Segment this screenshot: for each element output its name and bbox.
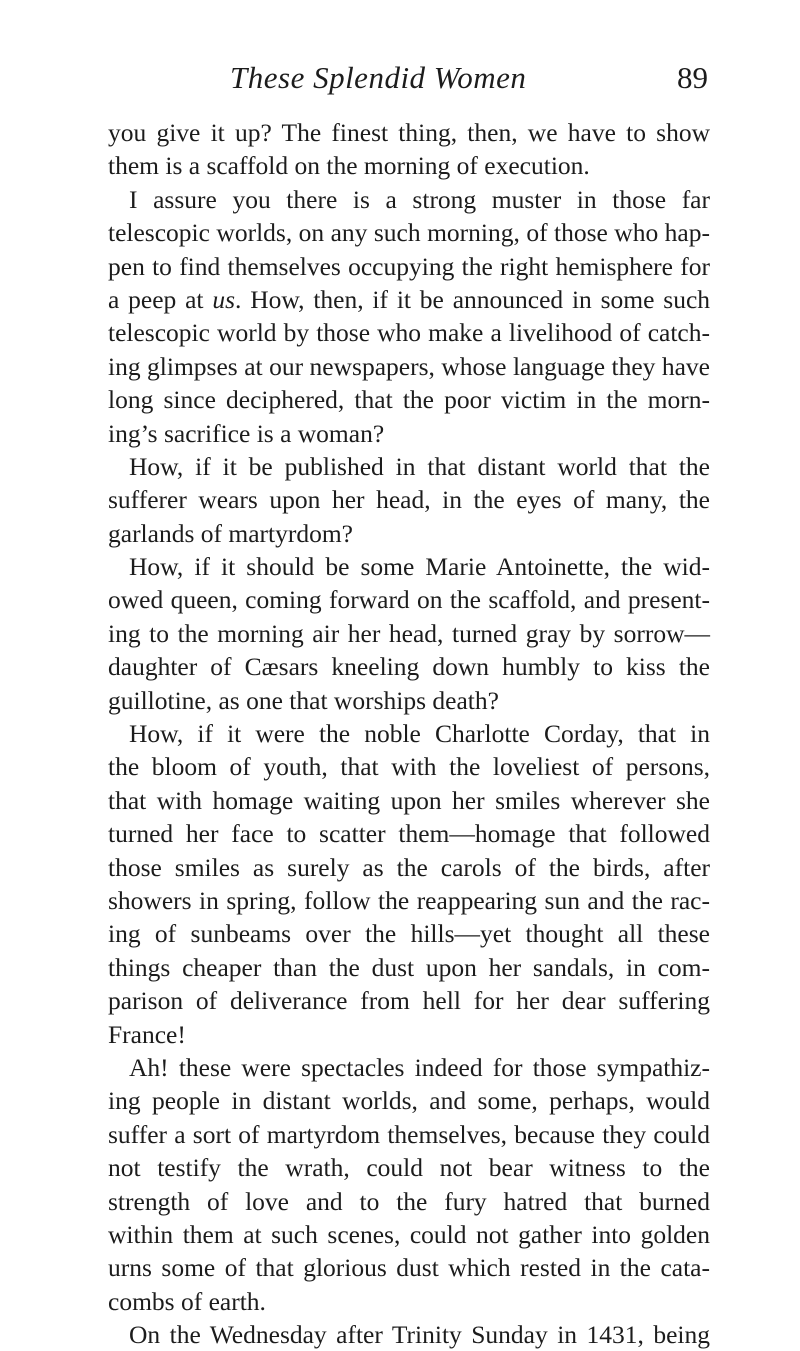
text-line: you give it up? The finest thing, then, we have to show [108,118,710,147]
text-line: those smiles as surely as the carols of the birds, after [108,852,710,882]
text-line: sufferer wears upon her head, in the eyes of many, the [108,485,710,515]
text-line: them is a scaffold on the morning of execution. [108,151,590,181]
text-line: owed queen, coming forward on the scaffold, and present- [108,585,710,615]
text-line: Ah! these were spectacles indeed for those sympathiz- [129,1052,710,1082]
text-line: ing to the morning air her head, turned gray by sorrow— [108,618,710,648]
text-line: combs of earth. [108,1286,266,1316]
text-line: guillotine, as one that worships death? [108,685,499,715]
body-text [108,116,710,1351]
running-head [108,58,708,98]
text-line: ing people in distant worlds, and some, perhaps, would [108,1086,710,1116]
text-line: How, if it were the noble Charlotte Corday, that in [129,719,710,749]
text-line: a peep at us. How, then, if it be announced in some such [108,284,711,314]
text-line: urns some of that glorious dust which rested in the cata- [108,1253,710,1283]
text-line: I assure you there is a strong muster in those far [129,184,710,214]
text-line: daughter of Cæsars kneeling down humbly to kiss the [108,652,710,682]
text-line: telescopic worlds, on any such morning, of those who hap- [108,218,710,248]
text-line: turned her face to scatter them—homage that followed [108,819,710,849]
text-line: How, if it should be some Marie Antoinette, the wid- [129,552,710,582]
running-title: These Splendid Women [230,60,527,95]
text-line: garlands of martyrdom? [108,518,354,548]
text-line: How, if it be published in that distant world that the [129,451,710,481]
text-line: ing glimpses at our newspapers, whose language they have [108,351,710,381]
text-line: the bloom of youth, that with the loveliest of persons, [108,752,710,782]
text-line: that with homage waiting upon her smiles wherever she [108,785,710,815]
text-line: ing’s sacrifice is a woman? [108,418,385,448]
text-line: telescopic world by those who make a livelihood of catch- [108,318,710,348]
page-number: 89 [677,60,708,95]
text-line: showers in spring, follow the reappearing sun and the rac- [108,885,710,915]
emphasis: us [212,284,236,314]
text-line: suffer a sort of martyrdom themselves, because they could [108,1119,710,1149]
text-line: long since deciphered, that the poor victim in the morn- [108,385,710,415]
text-line: things cheaper than the dust upon her sandals, in com- [108,952,710,982]
text-line: ing of sunbeams over the hills—yet thought all these [108,919,710,949]
text-line: On the Wednesday after Trinity Sunday in 1431, being [129,1320,710,1350]
text-line: France! [108,1019,186,1049]
text-line: parison of deliverance from hell for her dear suffering [108,986,710,1016]
text-line: within them at such scenes, could not gather into golden [108,1219,710,1249]
text-line: strength of love and to the fury hatred that burned [108,1186,710,1216]
text-line: not testify the wrath, could not bear witness to the [108,1153,710,1183]
text-line: pen to find themselves occupying the right hemisphere for [108,251,710,281]
